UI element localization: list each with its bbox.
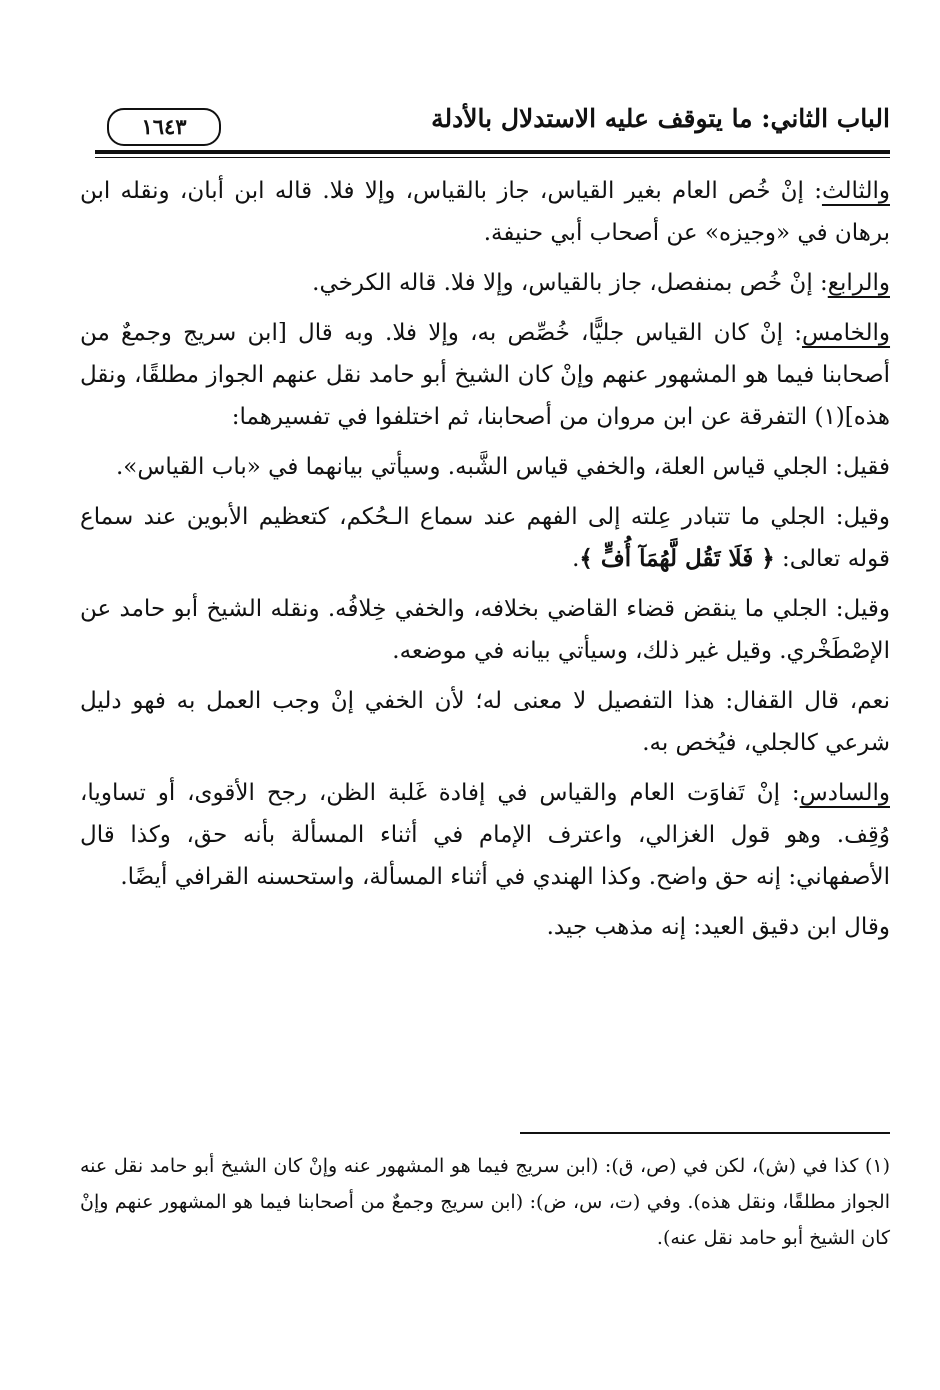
paragraph (80, 446, 890, 488)
header-rule-thick (95, 150, 890, 154)
paragraph-text-end: . (572, 546, 580, 572)
paragraph-keyword: والثالث (821, 178, 890, 204)
paragraph-text: وقيل: الجلي ما ينقض قضاء القاضي بخلافه، والخفي خِلافُه. ونقله الشيخ أبو حامد عن الإصْطَخْري. وقيل غير ذلك، وسيأتي بيانه في موضعه. (80, 596, 890, 664)
paragraph-text: وقيل: الجلي ما تتبادر عِلته إلى الفهم عند سماع الـحُكم، كتعظيم الأبوين عند سماع قوله تعالى: (80, 504, 890, 572)
paragraph-keyword: والسادس (799, 780, 890, 806)
paragraph-keyword: والخامس (802, 320, 891, 346)
paragraph-text: : إنْ خُص العام بغير القياس، جاز بالقياس، وإلا فلا. قاله ابن أبان، ونقله ابن برهان في «وجيزه» عن أصحاب أبي حنيفة. (80, 178, 890, 246)
running-title: الباب الثاني: ما يتوقف عليه الاستدلال بالأدلة (431, 104, 890, 133)
paragraph-text: وقال ابن دقيق العيد: إنه مذهب جيد. (546, 914, 890, 940)
paragraph (80, 170, 890, 254)
paragraph-text: : إنْ تَفاوَت العام والقياس في إفادة غَلبة الظن، رجح الأقوى، أو تساويا، وُقِف. وهو قول الغزالي، واعترف الإمام في أثناء المسألة بأنه حق، وكذا قال الأصفهاني: إنه حق واضح. وكذا الهندي في أثناء المسألة، واستحسنه القرافي أيضًا. (80, 780, 890, 890)
footnotes (80, 1148, 890, 1264)
paragraph (80, 680, 890, 764)
header-rule-thin (95, 157, 890, 158)
paragraph (80, 262, 890, 304)
quran-verse: ﴿ فَلَا تَقُل لَّهُمَآ أُفٍّ ﴾ (579, 545, 775, 572)
paragraph-keyword: والرابع (827, 270, 890, 296)
body-text (80, 170, 890, 956)
paragraph-text: : إنْ خُص بمنفصل، جاز بالقياس، وإلا فلا. قاله الكرخي. (312, 270, 828, 296)
paragraph (80, 312, 890, 438)
paragraph-text: نعم، قال القفال: هذا التفصيل لا معنى له؛ لأن الخفي إنْ وجب العمل به فهو دليل شرعي كالجلي، فيُخص به. (80, 688, 890, 756)
page-header (95, 100, 890, 148)
paragraph (80, 496, 890, 580)
paragraph (80, 772, 890, 898)
footnote: (١) كذا في (ش)، لكن في (ص، ق): (ابن سريج فيما هو المشهور عنه وإنْ كان الشيخ أبو حامد نقل عنه الجواز مطلقًا، ونقل هذه). وفي (ت، س، ض): (ابن سريج وجمعٌ من أصحابنا فيما هو المشهور عنهم وإنْ كان الشيخ أبو حامد نقل عنه). (80, 1155, 890, 1249)
page-number: ١٦٤٣ (107, 108, 221, 146)
paragraph-text: : إنْ كان القياس جليًّا، خُصِّص به، وإلا فلا. وبه قال [ابن سريج وجمعٌ من أصحابنا فيما هو المشهور عنهم وإنْ كان الشيخ أبو حامد نقل عنهم الجواز مطلقًا، ونقل هذه](١) التفرقة عن ابن مروان من أصحابنا، ثم اختلفوا في تفسيرهما: (80, 320, 890, 430)
footnote-separator (520, 1132, 890, 1134)
paragraph-text: فقيل: الجلي قياس العلة، والخفي قياس الشَّبه. وسيأتي بيانهما في «باب القياس». (115, 454, 890, 480)
paragraph (80, 588, 890, 672)
paragraph (80, 906, 890, 948)
